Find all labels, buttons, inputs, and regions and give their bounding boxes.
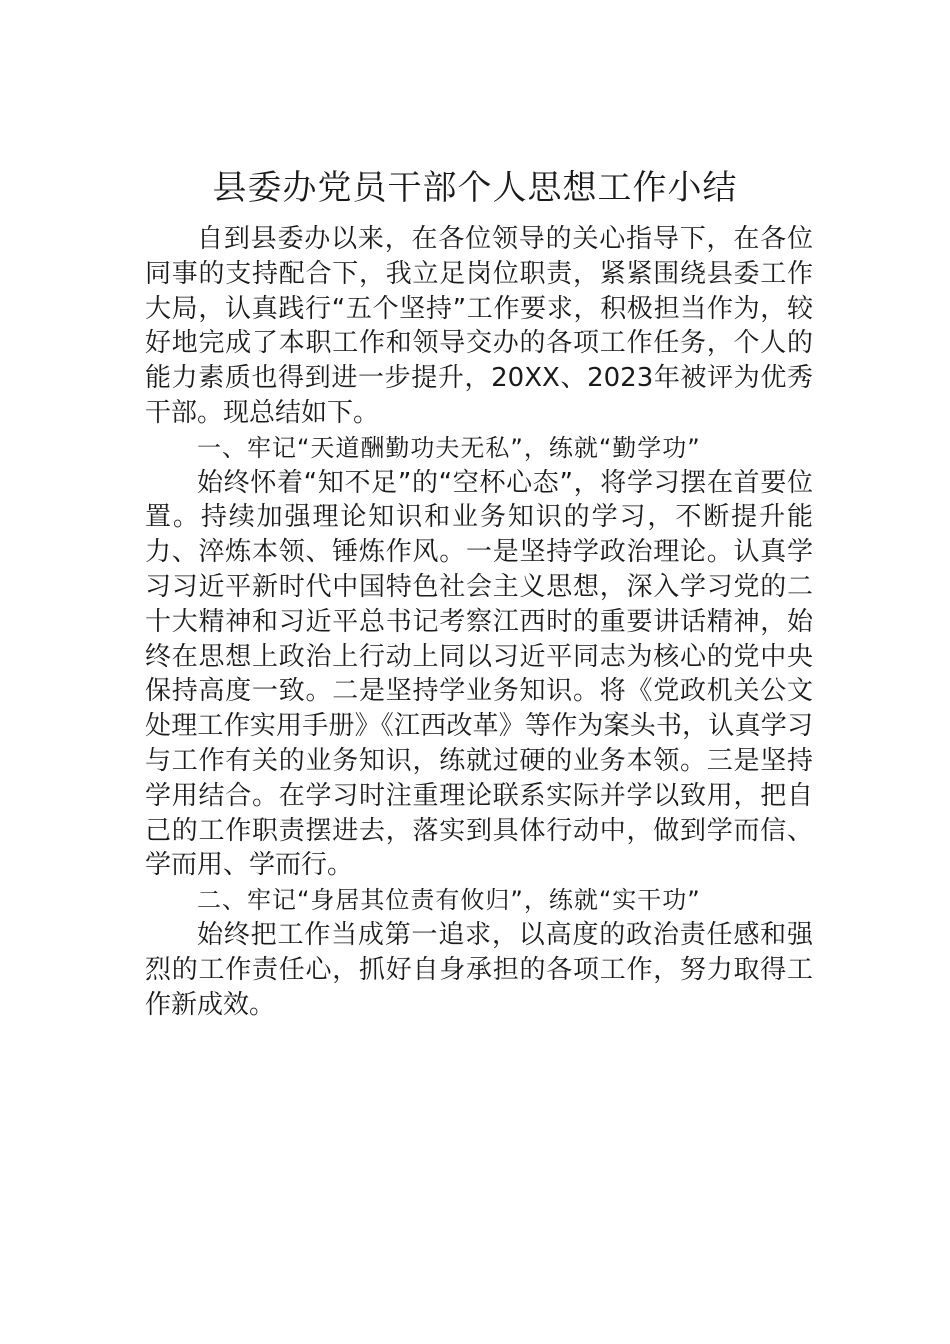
intro-paragraph: 自到县委办以来，在各位领导的关心指导下，在各位同事的支持配合下，我立足岗位职责，紧紧围绕县委工作大局，认真践行“五个坚持”工作要求，积极担当作为，较好地完成了本职工作和领导交办的各项工作任务，个人的能力素质也得到进一步提升，20XX、2023年被评为优秀干部。现总结如下。 [145,224,813,428]
document-body [145,222,813,1022]
section-1-heading: 一、牢记“天道酬勤功夫无私”，练就“勤学功” [197,433,701,462]
document-title: 县委办党员干部个人思想工作小结 [212,168,738,208]
section-1-paragraph: 始终怀着“知不足”的“空杯心态”，将学习摆在首要位置。持续加强理论知识和业务知识的学习，不断提升能力、淬炼本领、锤炼作风。一是坚持学政治理论。认真学习习近平新时代中国特色社会主义思想，深入学习党的二十大精神和习近平总书记考察江西时的重要讲话精神，始终在思想上政治上行动上同以习近平同志为核心的党中央保持高度一致。二是坚持学业务知识。将《党政机关公文处理工作实用手册》《江西改革》等作为案头书，认真学习与工作有关的业务知识，练就过硬的业务本领。三是坚持学用结合。在学习时注重理论联系实际并学以致用，把自己的工作职责摆进去，落实到具体行动中，做到学而信、学而用、学而行。 [145,467,813,881]
section-2-heading: 二、牢记“身居其位责有攸归”，练就“实干功” [197,886,701,915]
section-2-paragraph: 始终把工作当成第一追求，以高度的政治责任感和强烈的工作责任心，抓好自身承担的各项工作，努力取得工作新成效。 [145,919,813,1020]
